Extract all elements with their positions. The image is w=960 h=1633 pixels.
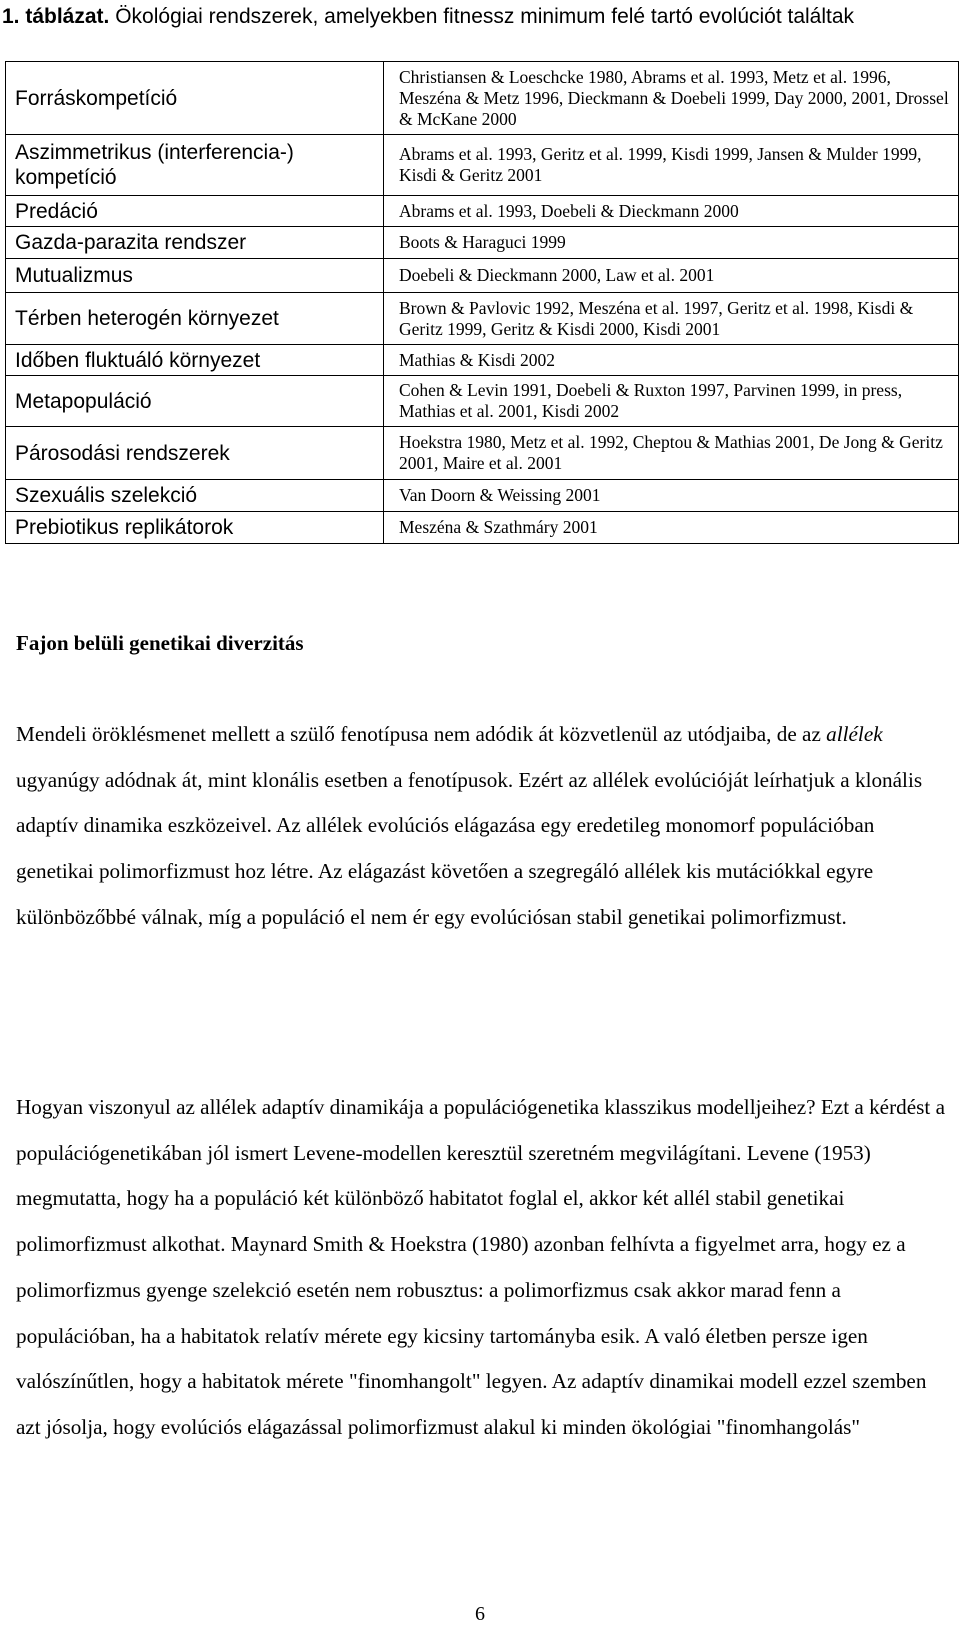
references-cell: Doebeli & Dieckmann 2000, Law et al. 2001	[384, 259, 959, 293]
category-cell: Gazda-parazita rendszer	[6, 227, 384, 259]
table-row	[6, 259, 959, 293]
ecological-systems-table	[5, 61, 959, 544]
table-caption	[2, 2, 932, 31]
references-cell: Brown & Pavlovic 1992, Meszéna et al. 1997, Geritz et al. 1998, Kisdi & Geritz 1999, Geritz & Kisdi 2000, Kisdi 2001	[384, 293, 959, 345]
category-cell: Párosodási rendszerek	[6, 427, 384, 480]
references-cell: Boots & Haraguci 1999	[384, 227, 959, 259]
references-cell: Hoekstra 1980, Metz et al. 1992, Cheptou & Mathias 2001, De Jong & Geritz 2001, Maire et al. 2001	[384, 427, 959, 480]
table-caption-text: Ökológiai rendszerek, amelyekben fitnessz minimum felé tartó evolúciót találtak	[109, 5, 855, 28]
table-row	[6, 196, 959, 227]
references-cell: Mathias & Kisdi 2002	[384, 345, 959, 376]
category-cell: Predáció	[6, 196, 384, 227]
table-row	[6, 293, 959, 345]
table-row	[6, 135, 959, 196]
table-row	[6, 427, 959, 480]
table-caption-label: 1. táblázat.	[2, 5, 110, 28]
table-row	[6, 62, 959, 135]
category-cell: Prebiotikus replikátorok	[6, 512, 384, 544]
table-row	[6, 376, 959, 427]
paragraph-text: ugyanúgy adódnak át, mint klonális esetben a fenotípusok. Ezért az allélek evolúcióját leírhatjuk a klonális adaptív dinamika eszközeivel. Az allélek evolúciós elágazása egy eredetileg monomorf populációban genetikai polimorfizmust hoz létre. Az elágazást követően a szegregáló allélek kis mutációkkal egyre különbözőbbé válnak, míg a populáció el nem ér egy evolúciósan stabil genetikai polimorfizmust.	[16, 767, 923, 929]
category-cell: Aszimmetrikus (interferencia-) kompetíció	[6, 135, 384, 196]
references-cell: Abrams et al. 1993, Geritz et al. 1999, Kisdi 1999, Jansen & Mulder 1999, Kisdi & Geritz 2001	[384, 135, 959, 196]
table-row	[6, 480, 959, 512]
table-row	[6, 227, 959, 259]
table-row	[6, 512, 959, 544]
body-paragraph	[16, 712, 952, 941]
category-cell: Szexuális szelekció	[6, 480, 384, 512]
table-row	[6, 345, 959, 376]
section-heading: Fajon belüli genetikai diverzitás	[16, 631, 304, 655]
body-paragraph: Hogyan viszonyul az allélek adaptív dinamikája a populációgenetika klasszikus modelljeihez? Ezt a kérdést a populációgenetikában jól ismert Levene-modellen keresztül szeretném megvilágítani. Levene (1953) megmutatta, hogy ha a populáció két különböző habitatot foglal el, akkor két allél stabil genetikai polimorfizmust alkothat. Maynard Smith & Hoekstra (1980) azonban felhívta a figyelmet arra, hogy ez a polimorfizmus gyenge szelekció esetén nem robusztus: a polimorfizmus csak akkor marad fenn a populációban, ha a habitatok relatív mérete egy kicsiny tartományba esik. A való életben persze igen valószínűtlen, hogy a habitatok mérete "finomhangolt" legyen. Az adaptív dinamikai modell ezzel szemben azt jósolja, hogy evolúciós elágazással polimorfizmust alakul ki minden ökológiai "finomhangolás"	[16, 1095, 945, 1439]
references-cell: Van Doorn & Weissing 2001	[384, 480, 959, 512]
references-cell: Cohen & Levin 1991, Doebeli & Ruxton 1997, Parvinen 1999, in press, Mathias et al. 2001, Kisdi 2002	[384, 376, 959, 427]
category-cell: Időben fluktuáló környezet	[6, 345, 384, 376]
page-number: 6	[475, 1603, 485, 1625]
category-cell: Mutualizmus	[6, 259, 384, 293]
italic-term: allélek	[826, 722, 883, 746]
references-cell: Meszéna & Szathmáry 2001	[384, 512, 959, 544]
paragraph-text: Mendeli öröklésmenet mellett a szülő fenotípusa nem adódik át közvetlenül az utódjaiba, de az	[16, 722, 827, 746]
category-cell: Forráskompetíció	[6, 62, 384, 135]
category-cell: Térben heterogén környezet	[6, 293, 384, 345]
references-cell: Christiansen & Loeschcke 1980, Abrams et al. 1993, Metz et al. 1996, Meszéna & Metz 1996, Dieckmann & Doebeli 1999, Day 2000, 2001, Drossel & McKane 2000	[384, 62, 959, 135]
category-cell: Metapopuláció	[6, 376, 384, 427]
references-cell: Abrams et al. 1993, Doebeli & Dieckmann 2000	[384, 196, 959, 227]
